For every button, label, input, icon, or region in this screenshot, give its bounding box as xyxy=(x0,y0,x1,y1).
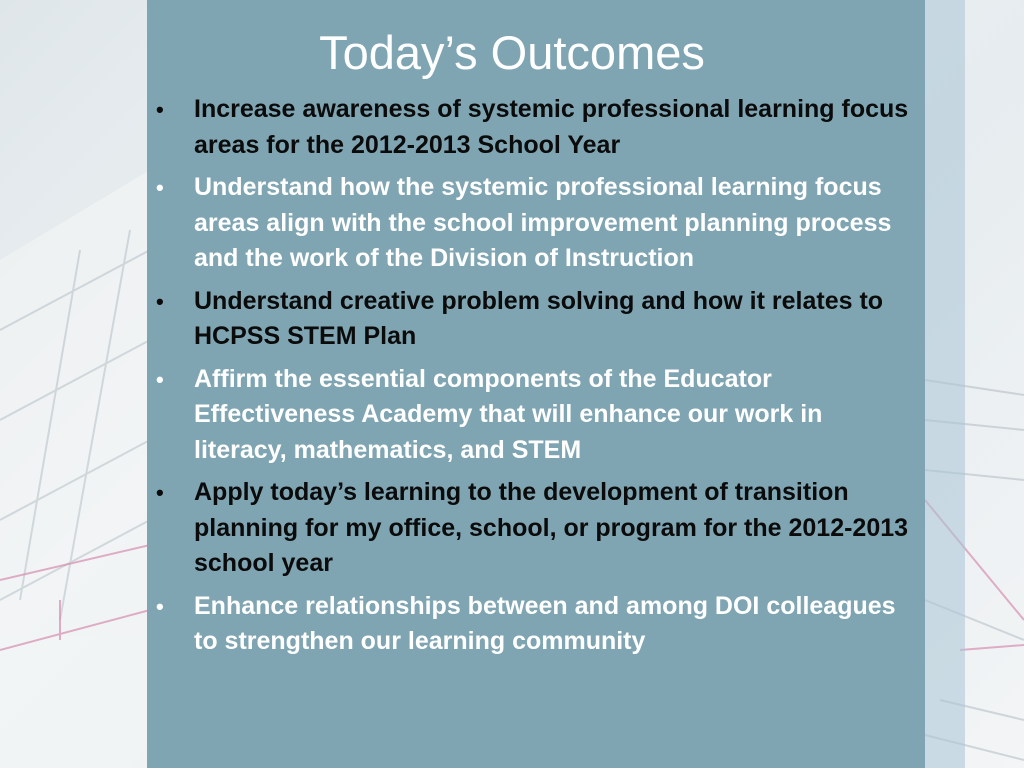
outcomes-list xyxy=(154,92,914,667)
slide-title: Today’s Outcomes xyxy=(319,26,705,79)
list-item-text: Affirm the essential components of the Educator Effectiveness Academy that will enhance our work in literacy, mathematics, and STEM xyxy=(194,364,823,464)
bullet-icon: • xyxy=(156,288,164,314)
list-item-text: Understand creative problem solving and how it relates to HCPSS STEM Plan xyxy=(194,286,884,350)
list-item xyxy=(154,475,914,582)
bullet-icon: • xyxy=(156,175,164,200)
list-item xyxy=(154,362,914,469)
list-item-text: Understand how the systemic professional learning focus areas align with the school improvement planning process and the work of the Division of Instruction xyxy=(194,173,892,272)
list-item-text: Enhance relationships between and among DOI colleagues to strengthen our learning community xyxy=(194,591,896,655)
panel-edge xyxy=(925,0,965,768)
list-item xyxy=(154,170,914,277)
bullet-icon: • xyxy=(156,593,164,619)
list-item xyxy=(154,589,914,660)
list-item-text: Increase awareness of systemic professional learning focus areas for the 2012-2013 School Year xyxy=(194,95,909,159)
list-item-text: Apply today’s learning to the development of transition planning for my office, school, or program for the 2012-2013 school year xyxy=(194,478,909,577)
list-item xyxy=(154,92,914,163)
bullet-icon: • xyxy=(156,480,164,505)
list-item xyxy=(154,284,914,355)
bullet-icon: • xyxy=(156,366,164,392)
bullet-icon: • xyxy=(156,97,164,122)
